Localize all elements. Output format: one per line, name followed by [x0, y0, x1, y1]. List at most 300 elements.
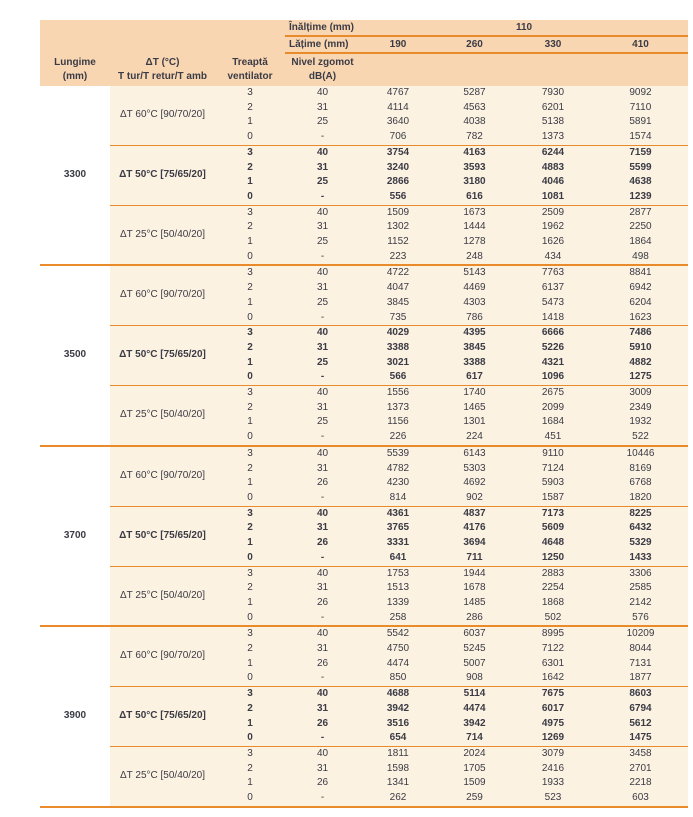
- output-value-cell: 4395: [436, 326, 513, 341]
- output-value-cell: 1740: [436, 386, 513, 401]
- fan-stage-cell: 1: [215, 776, 285, 791]
- noise-level-cell: 31: [285, 161, 360, 176]
- output-value-cell: 1373: [513, 130, 593, 145]
- width-value-410: 410: [593, 36, 688, 53]
- fan-stage-cell: 1: [215, 175, 285, 190]
- output-value-cell: 2866: [360, 175, 436, 190]
- output-value-cell: 1811: [360, 746, 436, 761]
- output-value-cell: 286: [436, 611, 513, 627]
- header-spacer: [360, 53, 688, 86]
- output-value-cell: 258: [360, 611, 436, 627]
- output-value-cell: 5612: [593, 717, 688, 732]
- output-value-cell: 7486: [593, 326, 688, 341]
- fan-stage-cell: 0: [215, 130, 285, 145]
- delta-t-group-cell: ΔT 60°C [90/70/20]: [110, 265, 215, 325]
- output-value-cell: 1096: [513, 370, 593, 385]
- output-value-cell: 1868: [513, 596, 593, 611]
- output-value-cell: 7122: [513, 642, 593, 657]
- output-value-cell: 2701: [593, 762, 688, 777]
- header-spacer: [40, 36, 285, 53]
- fan-stage-cell: 2: [215, 341, 285, 356]
- output-value-cell: 7124: [513, 462, 593, 477]
- noise-level-cell: 40: [285, 205, 360, 220]
- output-value-cell: 8995: [513, 626, 593, 642]
- length-cell: 3500: [40, 265, 110, 445]
- width-value-260: 260: [436, 36, 513, 53]
- output-value-cell: 8225: [593, 506, 688, 521]
- width-label: Lățime (mm): [285, 36, 360, 53]
- noise-level-cell: -: [285, 791, 360, 807]
- output-value-cell: 603: [593, 791, 688, 807]
- fan-stage-cell: 3: [215, 265, 285, 281]
- fan-stage-cell: 3: [215, 446, 285, 462]
- output-value-cell: 4047: [360, 281, 436, 296]
- output-value-cell: 4638: [593, 175, 688, 190]
- output-value-cell: 2250: [593, 220, 688, 235]
- output-value-cell: 576: [593, 611, 688, 627]
- noise-level-cell: 25: [285, 296, 360, 311]
- output-value-cell: 7173: [513, 506, 593, 521]
- fan-stage-cell: 0: [215, 430, 285, 446]
- length-cell: 3700: [40, 446, 110, 626]
- output-value-cell: 1418: [513, 311, 593, 326]
- height-label: Înălțime (mm): [285, 20, 360, 36]
- output-value-cell: 3845: [360, 296, 436, 311]
- output-value-cell: 2585: [593, 581, 688, 596]
- output-value-cell: 1932: [593, 415, 688, 430]
- noise-level-cell: -: [285, 731, 360, 746]
- output-value-cell: 1373: [360, 401, 436, 416]
- fan-stage-cell: 3: [215, 687, 285, 702]
- fan-stage-cell: 1: [215, 235, 285, 250]
- fan-stage-cell: 1: [215, 296, 285, 311]
- output-value-cell: 4722: [360, 265, 436, 281]
- output-value-cell: 711: [436, 551, 513, 566]
- table-row: [40, 626, 688, 642]
- output-spec-table: [40, 20, 688, 808]
- output-value-cell: 3388: [360, 341, 436, 356]
- noise-level-cell: 31: [285, 762, 360, 777]
- fan-stage-cell: 3: [215, 205, 285, 220]
- fan-stage-cell: 0: [215, 190, 285, 205]
- output-value-cell: 10209: [593, 626, 688, 642]
- delta-t-group-cell: ΔT 25°C [50/40/20]: [110, 566, 215, 626]
- noise-level-cell: 25: [285, 356, 360, 371]
- output-value-cell: 10446: [593, 446, 688, 462]
- output-value-cell: 714: [436, 731, 513, 746]
- output-value-cell: 5143: [436, 265, 513, 281]
- output-value-cell: 1475: [593, 731, 688, 746]
- output-value-cell: 5287: [436, 86, 513, 101]
- fan-stage-cell: 3: [215, 145, 285, 160]
- output-value-cell: 5891: [593, 115, 688, 130]
- noise-level-cell: -: [285, 491, 360, 506]
- table-row: [40, 446, 688, 462]
- fan-stage-cell: 1: [215, 657, 285, 672]
- noise-level-cell: 31: [285, 401, 360, 416]
- noise-level-cell: 40: [285, 326, 360, 341]
- table-header: [40, 20, 688, 86]
- output-value-cell: 2024: [436, 746, 513, 761]
- output-value-cell: 259: [436, 791, 513, 807]
- width-value-330: 330: [513, 36, 593, 53]
- output-value-cell: 7159: [593, 145, 688, 160]
- fan-stage-cell: 0: [215, 250, 285, 266]
- col-header-delta-t: [110, 53, 215, 86]
- noise-level-cell: 31: [285, 642, 360, 657]
- output-value-cell: 4688: [360, 687, 436, 702]
- delta-t-group-cell: ΔT 50°C [75/65/20]: [110, 145, 215, 205]
- fan-stage-cell: 3: [215, 326, 285, 341]
- output-value-cell: 786: [436, 311, 513, 326]
- table-row: [40, 265, 688, 281]
- noise-level-cell: 25: [285, 175, 360, 190]
- output-value-cell: 8044: [593, 642, 688, 657]
- noise-level-cell: 26: [285, 596, 360, 611]
- fan-stage-cell: 3: [215, 566, 285, 581]
- output-value-cell: 1301: [436, 415, 513, 430]
- output-value-cell: 3845: [436, 341, 513, 356]
- output-value-cell: 434: [513, 250, 593, 266]
- fan-stage-cell: 2: [215, 702, 285, 717]
- fan-stage-cell: 0: [215, 311, 285, 326]
- fan-stage-cell: 2: [215, 401, 285, 416]
- output-value-cell: 4029: [360, 326, 436, 341]
- output-value-cell: 3754: [360, 145, 436, 160]
- delta-t-group-cell: ΔT 60°C [90/70/20]: [110, 86, 215, 145]
- output-value-cell: 6244: [513, 145, 593, 160]
- output-value-cell: 5539: [360, 446, 436, 462]
- output-value-cell: 5226: [513, 341, 593, 356]
- output-value-cell: 5007: [436, 657, 513, 672]
- output-value-cell: 8841: [593, 265, 688, 281]
- noise-level-cell: -: [285, 250, 360, 266]
- output-value-cell: 3331: [360, 536, 436, 551]
- fan-stage-cell: 1: [215, 717, 285, 732]
- output-value-cell: 4648: [513, 536, 593, 551]
- output-value-cell: 2254: [513, 581, 593, 596]
- output-value-cell: 3458: [593, 746, 688, 761]
- noise-level-cell: 26: [285, 776, 360, 791]
- output-value-cell: 1278: [436, 235, 513, 250]
- output-value-cell: 223: [360, 250, 436, 266]
- noise-level-cell: 40: [285, 265, 360, 281]
- output-value-cell: 6768: [593, 476, 688, 491]
- fan-stage-cell: 2: [215, 581, 285, 596]
- output-value-cell: 1513: [360, 581, 436, 596]
- output-value-cell: 7675: [513, 687, 593, 702]
- output-value-cell: 902: [436, 491, 513, 506]
- noise-level-cell: 31: [285, 581, 360, 596]
- noise-level-cell: 31: [285, 281, 360, 296]
- output-value-cell: 7110: [593, 101, 688, 116]
- output-value-cell: 1753: [360, 566, 436, 581]
- table-body: [40, 86, 688, 807]
- output-value-cell: 5609: [513, 521, 593, 536]
- output-value-cell: 706: [360, 130, 436, 145]
- header-width-row: [40, 36, 688, 53]
- noise-level-cell: 40: [285, 145, 360, 160]
- output-value-cell: 2099: [513, 401, 593, 416]
- fan-stage-cell: 2: [215, 462, 285, 477]
- output-value-cell: 1275: [593, 370, 688, 385]
- output-value-cell: 4303: [436, 296, 513, 311]
- width-value-190: 190: [360, 36, 436, 53]
- output-value-cell: 616: [436, 190, 513, 205]
- output-value-cell: 5138: [513, 115, 593, 130]
- output-value-cell: 4782: [360, 462, 436, 477]
- fan-stage-cell: 1: [215, 115, 285, 130]
- fan-stage-cell: 1: [215, 476, 285, 491]
- output-value-cell: 2349: [593, 401, 688, 416]
- fan-stage-cell: 3: [215, 506, 285, 521]
- output-value-cell: 1574: [593, 130, 688, 145]
- fan-stage-cell: 0: [215, 731, 285, 746]
- noise-level-cell: 31: [285, 220, 360, 235]
- output-value-cell: 814: [360, 491, 436, 506]
- output-value-cell: 4176: [436, 521, 513, 536]
- output-value-cell: 8603: [593, 687, 688, 702]
- header-height-row: [40, 20, 688, 36]
- output-value-cell: 5910: [593, 341, 688, 356]
- output-value-cell: 6942: [593, 281, 688, 296]
- output-value-cell: 1705: [436, 762, 513, 777]
- output-value-cell: 4038: [436, 115, 513, 130]
- col-header-noise-level: [285, 53, 360, 86]
- output-value-cell: 1684: [513, 415, 593, 430]
- output-value-cell: 6137: [513, 281, 593, 296]
- delta-t-group-cell: ΔT 60°C [90/70/20]: [110, 446, 215, 506]
- output-value-cell: 3009: [593, 386, 688, 401]
- noise-level-cell: -: [285, 311, 360, 326]
- output-value-cell: 1587: [513, 491, 593, 506]
- output-value-cell: 6432: [593, 521, 688, 536]
- noise-level-cell: 31: [285, 521, 360, 536]
- noise-level-cell: 25: [285, 415, 360, 430]
- output-value-cell: 2883: [513, 566, 593, 581]
- output-value-cell: 5903: [513, 476, 593, 491]
- noise-level-cell: 40: [285, 626, 360, 642]
- col-header-fan-line1: Treaptă: [232, 56, 268, 68]
- output-value-cell: 4883: [513, 161, 593, 176]
- output-value-cell: 224: [436, 430, 513, 446]
- col-header-noise-line1: Nivel zgomot: [291, 57, 354, 68]
- output-value-cell: 522: [593, 430, 688, 446]
- noise-level-cell: 26: [285, 717, 360, 732]
- fan-stage-cell: 2: [215, 521, 285, 536]
- output-value-cell: 1509: [360, 205, 436, 220]
- delta-t-group-cell: ΔT 50°C [75/65/20]: [110, 326, 215, 386]
- output-value-cell: 1626: [513, 235, 593, 250]
- output-value-cell: 3640: [360, 115, 436, 130]
- output-value-cell: 4474: [436, 702, 513, 717]
- output-value-cell: 5329: [593, 536, 688, 551]
- table-row: [40, 326, 688, 341]
- output-value-cell: 4882: [593, 356, 688, 371]
- noise-level-cell: 31: [285, 101, 360, 116]
- noise-level-cell: -: [285, 551, 360, 566]
- delta-t-group-cell: ΔT 25°C [50/40/20]: [110, 386, 215, 446]
- noise-level-cell: 40: [285, 506, 360, 521]
- output-value-cell: 2218: [593, 776, 688, 791]
- noise-level-cell: -: [285, 370, 360, 385]
- output-value-cell: 248: [436, 250, 513, 266]
- col-header-length: [40, 53, 110, 86]
- noise-level-cell: 26: [285, 476, 360, 491]
- noise-level-cell: 40: [285, 86, 360, 101]
- col-header-noise-line2: dB(A): [308, 71, 337, 82]
- output-value-cell: 2675: [513, 386, 593, 401]
- output-value-cell: 556: [360, 190, 436, 205]
- delta-t-group-cell: ΔT 50°C [75/65/20]: [110, 687, 215, 747]
- table-row: [40, 506, 688, 521]
- fan-stage-cell: 1: [215, 596, 285, 611]
- noise-level-cell: 40: [285, 566, 360, 581]
- output-value-cell: 3306: [593, 566, 688, 581]
- output-value-cell: 4563: [436, 101, 513, 116]
- output-value-cell: 1433: [593, 551, 688, 566]
- output-value-cell: 1239: [593, 190, 688, 205]
- fan-stage-cell: 1: [215, 536, 285, 551]
- table-row: [40, 86, 688, 101]
- output-value-cell: 654: [360, 731, 436, 746]
- noise-level-cell: 26: [285, 536, 360, 551]
- table-row: [40, 566, 688, 581]
- fan-stage-cell: 0: [215, 551, 285, 566]
- output-value-cell: 9092: [593, 86, 688, 101]
- output-value-cell: 850: [360, 671, 436, 686]
- output-value-cell: 2142: [593, 596, 688, 611]
- col-header-length-line1: Lungime: [54, 56, 96, 68]
- output-value-cell: 5114: [436, 687, 513, 702]
- output-value-cell: 3021: [360, 356, 436, 371]
- fan-stage-cell: 0: [215, 491, 285, 506]
- output-value-cell: 4321: [513, 356, 593, 371]
- output-value-cell: 5473: [513, 296, 593, 311]
- height-value: 110: [360, 20, 688, 36]
- output-value-cell: 641: [360, 551, 436, 566]
- output-value-cell: 4469: [436, 281, 513, 296]
- output-value-cell: 1509: [436, 776, 513, 791]
- output-value-cell: 4750: [360, 642, 436, 657]
- output-value-cell: 3942: [360, 702, 436, 717]
- noise-level-cell: 31: [285, 462, 360, 477]
- col-header-delta-line1: ΔT (°C): [145, 56, 180, 68]
- delta-t-group-cell: ΔT 50°C [75/65/20]: [110, 506, 215, 566]
- fan-stage-cell: 2: [215, 220, 285, 235]
- output-value-cell: 4114: [360, 101, 436, 116]
- output-value-cell: 6204: [593, 296, 688, 311]
- output-value-cell: 1877: [593, 671, 688, 686]
- output-value-cell: 226: [360, 430, 436, 446]
- header-columns-row: [40, 53, 688, 86]
- output-value-cell: 3593: [436, 161, 513, 176]
- output-value-cell: 1302: [360, 220, 436, 235]
- table-row: [40, 145, 688, 160]
- col-header-fan-line2: ventilator: [227, 70, 273, 82]
- output-value-cell: 1944: [436, 566, 513, 581]
- output-value-cell: 1598: [360, 762, 436, 777]
- output-value-cell: 1962: [513, 220, 593, 235]
- delta-t-group-cell: ΔT 25°C [50/40/20]: [110, 205, 215, 265]
- output-value-cell: 502: [513, 611, 593, 627]
- output-value-cell: 6666: [513, 326, 593, 341]
- output-value-cell: 1485: [436, 596, 513, 611]
- table-row: [40, 687, 688, 702]
- noise-level-cell: -: [285, 190, 360, 205]
- output-value-cell: 3079: [513, 746, 593, 761]
- output-value-cell: 498: [593, 250, 688, 266]
- output-value-cell: 3694: [436, 536, 513, 551]
- output-value-cell: 617: [436, 370, 513, 385]
- output-value-cell: 6143: [436, 446, 513, 462]
- output-value-cell: 4163: [436, 145, 513, 160]
- output-value-cell: 451: [513, 430, 593, 446]
- output-value-cell: 4692: [436, 476, 513, 491]
- fan-stage-cell: 3: [215, 86, 285, 101]
- output-value-cell: 4361: [360, 506, 436, 521]
- delta-t-group-cell: ΔT 25°C [50/40/20]: [110, 746, 215, 806]
- noise-level-cell: -: [285, 611, 360, 627]
- output-value-cell: 1465: [436, 401, 513, 416]
- output-value-cell: 3942: [436, 717, 513, 732]
- output-value-cell: 4767: [360, 86, 436, 101]
- output-value-cell: 3388: [436, 356, 513, 371]
- output-value-cell: 3765: [360, 521, 436, 536]
- col-header-delta-line2: T tur/T retur/T amb: [118, 70, 207, 82]
- header-spacer: [40, 20, 285, 36]
- fan-stage-cell: 3: [215, 746, 285, 761]
- noise-level-cell: 31: [285, 341, 360, 356]
- output-value-cell: 5303: [436, 462, 513, 477]
- output-value-cell: 1156: [360, 415, 436, 430]
- length-cell: 3900: [40, 626, 110, 806]
- output-value-cell: 1339: [360, 596, 436, 611]
- output-value-cell: 6201: [513, 101, 593, 116]
- noise-level-cell: 26: [285, 657, 360, 672]
- output-value-cell: 2416: [513, 762, 593, 777]
- noise-level-cell: 25: [285, 115, 360, 130]
- fan-stage-cell: 0: [215, 370, 285, 385]
- fan-stage-cell: 3: [215, 626, 285, 642]
- output-value-cell: 523: [513, 791, 593, 807]
- output-value-cell: 4474: [360, 657, 436, 672]
- output-value-cell: 6037: [436, 626, 513, 642]
- output-value-cell: 1820: [593, 491, 688, 506]
- output-value-cell: 9110: [513, 446, 593, 462]
- table-row: [40, 386, 688, 401]
- fan-stage-cell: 2: [215, 762, 285, 777]
- noise-level-cell: -: [285, 130, 360, 145]
- delta-t-group-cell: ΔT 60°C [90/70/20]: [110, 626, 215, 686]
- fan-stage-cell: 1: [215, 415, 285, 430]
- output-value-cell: 6017: [513, 702, 593, 717]
- output-value-cell: 1864: [593, 235, 688, 250]
- output-value-cell: 1623: [593, 311, 688, 326]
- table-row: [40, 746, 688, 761]
- output-value-cell: 2509: [513, 205, 593, 220]
- output-value-cell: 782: [436, 130, 513, 145]
- output-value-cell: 566: [360, 370, 436, 385]
- output-value-cell: 262: [360, 791, 436, 807]
- output-value-cell: 1678: [436, 581, 513, 596]
- noise-level-cell: 31: [285, 702, 360, 717]
- output-value-cell: 5542: [360, 626, 436, 642]
- output-value-cell: 7131: [593, 657, 688, 672]
- output-value-cell: 8169: [593, 462, 688, 477]
- noise-level-cell: 40: [285, 687, 360, 702]
- fan-stage-cell: 2: [215, 101, 285, 116]
